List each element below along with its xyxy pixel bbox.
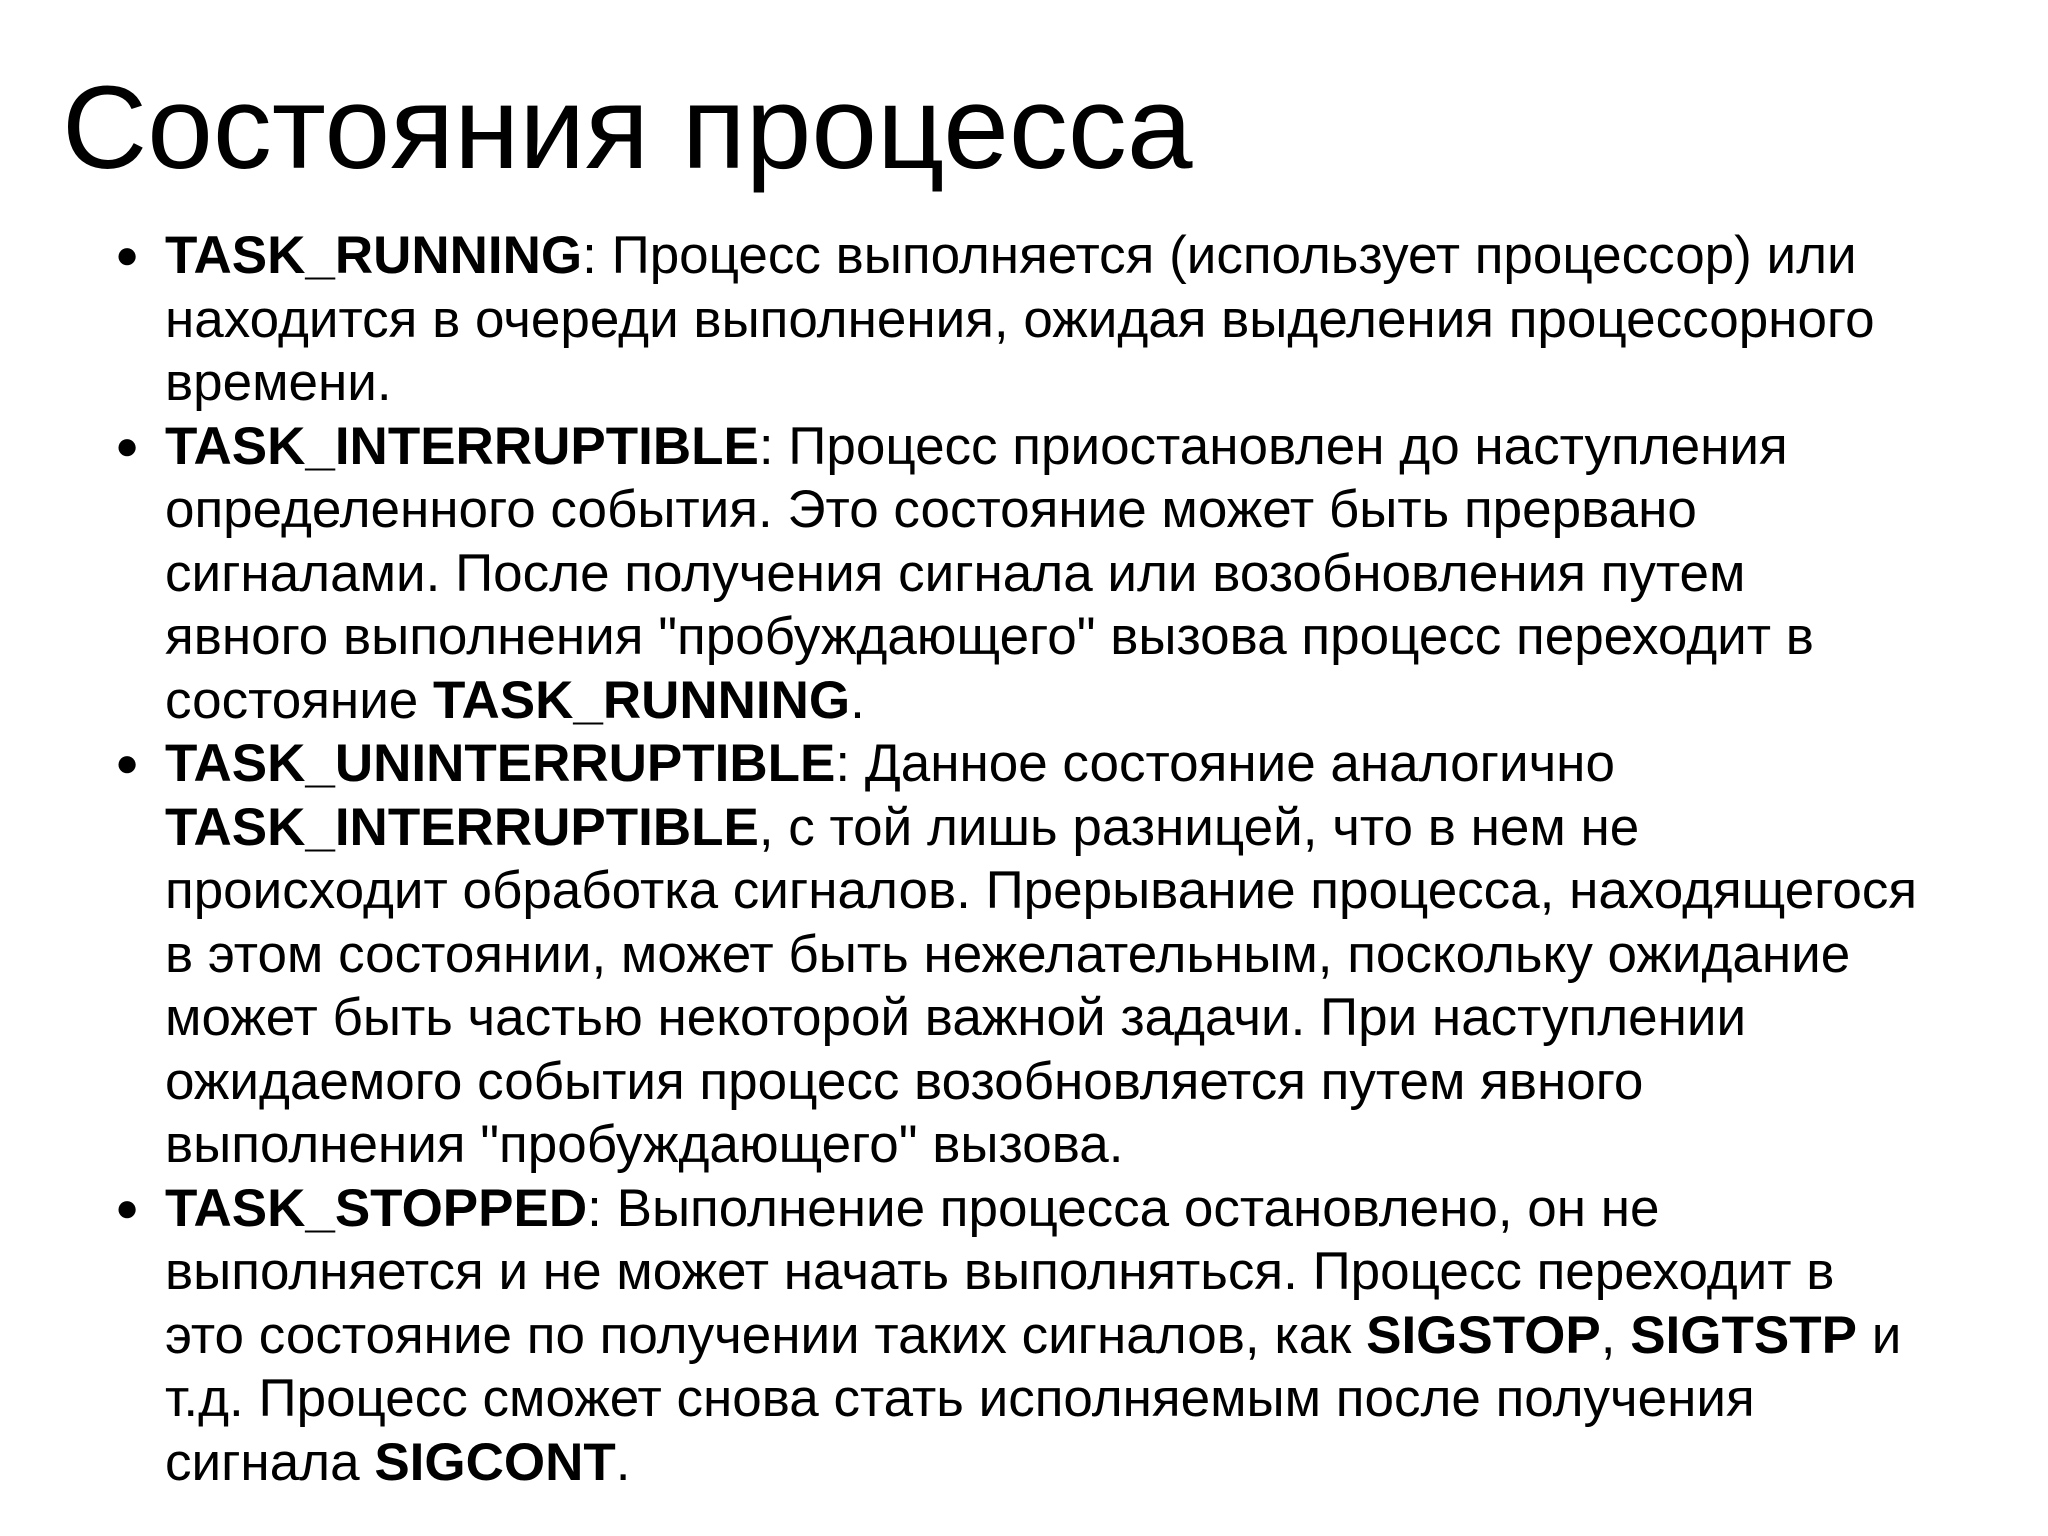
- slide-title: Состояния процесса: [62, 62, 1193, 194]
- item-text: сигналами. После получения сигнала или возобновления путем: [165, 543, 1746, 603]
- item-text: : Данное состояние аналогично: [835, 734, 1615, 793]
- item-text: может быть частью некоторой важной задачи. При наступлении: [165, 988, 1747, 1047]
- bullet-icon: ●: [115, 423, 140, 468]
- item-text: выполняется и не может начать выполняться. Процесс переходит в: [165, 1242, 1835, 1301]
- process-states-list: [115, 224, 2015, 1494]
- item-text: в этом состоянии, может быть нежелательным, поскольку ожидание: [165, 924, 1851, 984]
- bullet-icon: ●: [115, 1185, 140, 1230]
- item-text: сигнала: [165, 1432, 375, 1492]
- signal-sigtstp: SIGTSTP: [1630, 1305, 1857, 1365]
- item-text: : Процесс приостановлен до наступления: [758, 416, 1788, 476]
- item-text: явного выполнения "пробуждающего" вызова процесс переходит в: [165, 607, 1814, 666]
- item-text: выполнения "пробуждающего" вызова.: [165, 1115, 1124, 1174]
- list-item-task-running: [115, 224, 2015, 415]
- item-text: находится в очереди выполнения, ожидая выделения процессорного: [165, 289, 1875, 349]
- item-text: это состояние по получении таких сигналов, как: [165, 1305, 1367, 1365]
- item-text: определенного события. Это состояние может быть прервано: [165, 480, 1697, 539]
- item-text: , с той лишь разницей, что в нем не: [758, 797, 1640, 857]
- term-task-running-ref: TASK_RUNNING: [433, 670, 851, 730]
- term-task-running: TASK_RUNNING: [165, 226, 583, 285]
- item-text: времени.: [165, 353, 392, 412]
- bullet-icon: ●: [115, 741, 140, 785]
- list-item-task-interruptible: [115, 415, 2015, 733]
- item-text: состояние: [165, 670, 434, 730]
- term-task-uninterruptible: TASK_UNINTERRUPTIBLE: [165, 734, 836, 793]
- term-task-stopped: TASK_STOPPED: [165, 1178, 588, 1238]
- item-text: ,: [1600, 1305, 1631, 1365]
- item-text: происходит обработка сигналов. Прерывание процесса, находящегося: [165, 861, 1918, 920]
- list-item-task-stopped: [115, 1177, 2015, 1495]
- list-item-task-uninterruptible: [115, 732, 2015, 1177]
- term-task-interruptible-ref: TASK_INTERRUPTIBLE: [165, 797, 759, 857]
- item-text: .: [615, 1432, 631, 1492]
- bullet-icon: ●: [115, 233, 140, 277]
- item-text: ожидаемого события процесс возобновляется путем явного: [165, 1051, 1644, 1111]
- signal-sigstop: SIGSTOP: [1366, 1305, 1601, 1365]
- signal-sigcont: SIGCONT: [374, 1432, 616, 1492]
- term-task-interruptible: TASK_INTERRUPTIBLE: [165, 416, 759, 476]
- item-text: : Процесс выполняется (использует процессор) или: [582, 226, 1857, 285]
- item-text: т.д. Процесс сможет снова стать исполняемым после получения: [165, 1369, 1755, 1428]
- item-text: : Выполнение процесса остановлено, он не: [587, 1178, 1660, 1238]
- item-text: и: [1856, 1305, 1902, 1365]
- item-text: .: [850, 670, 865, 730]
